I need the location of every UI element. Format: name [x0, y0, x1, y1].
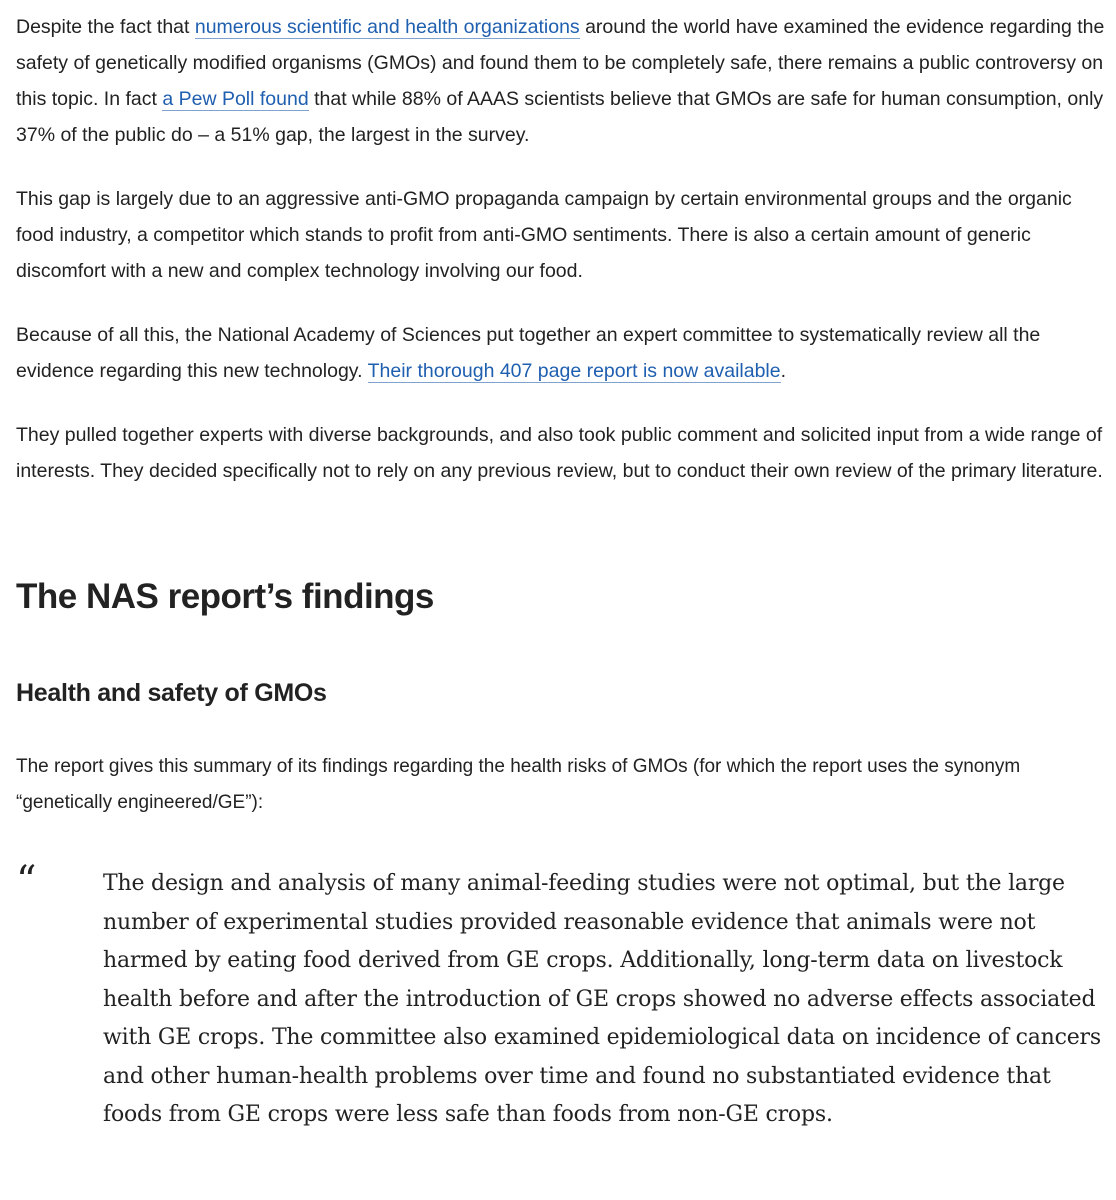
paragraph-summary-intro: The report gives this summary of its findings regarding the health risks of GMOs (for which the report uses the synonym “genetically engineered/GE”): [16, 756, 1021, 813]
quote-text: The design and analysis of many animal-feeding studies were not optimal, but the large number of experimental studies provided reasonable evidence that animals were not harmed by eating food derived from GE crops. Additionally, long-term data on livestock health before and after the introduction of GE crops showed no adverse effects associated with GE crops. The committee also examined epidemiological data on incidence of cancers and other human-health problems over time and found no substantiated evidence that foods from GE crops were less safe than foods from non-GE crops. [103, 871, 1101, 1127]
article-body [16, 9, 1106, 1135]
paragraph-nas-suffix: . [780, 360, 787, 382]
quote-mark-icon: “ [16, 858, 37, 904]
subsection-heading: Health and safety of GMOs [16, 679, 327, 707]
pew-poll-link[interactable]: a Pew Poll found [162, 88, 309, 110]
paragraph-intro-suffix: that while 88% of AAAS scientists believe that GMOs are safe for human consumption, only 37% of the public do – a 51% gap, the largest in the survey. [16, 88, 1104, 146]
paragraph-gap: This gap is largely due to an aggressive anti-GMO propaganda campaign by certain environmental groups and the organic food industry, a competitor which stands to profit from anti-GMO sentiments. There is also a certain amount of generic discomfort with a new and complex technology involving our food. [16, 188, 1072, 282]
section-heading: The NAS report’s findings [16, 577, 434, 616]
report-link[interactable]: Their thorough 407 page report is now available [367, 360, 781, 382]
paragraph-experts: They pulled together experts with diverse backgrounds, and also took public comment and solicited input from a wide range of interests. They decided specifically not to rely on any previous review, but to conduct their own review of the primary literature. [16, 424, 1103, 482]
paragraph-intro [16, 9, 1106, 153]
paragraph-intro-middle: around the world have examined the evidence regarding the safety of genetically modified organisms (GMOs) and found them to be completely safe, there remains a public controversy on this topic. In fact [16, 16, 1105, 110]
blockquote [16, 858, 1106, 1135]
organizations-link[interactable]: numerous scientific and health organizations [194, 16, 580, 38]
paragraph-intro-prefix: Despite the fact that [16, 16, 195, 38]
paragraph-nas-prefix: Because of all this, the National Academy of Sciences put together an expert committee to systematically review all the evidence regarding this new technology. [16, 324, 1041, 382]
paragraph-nas [16, 317, 1106, 389]
